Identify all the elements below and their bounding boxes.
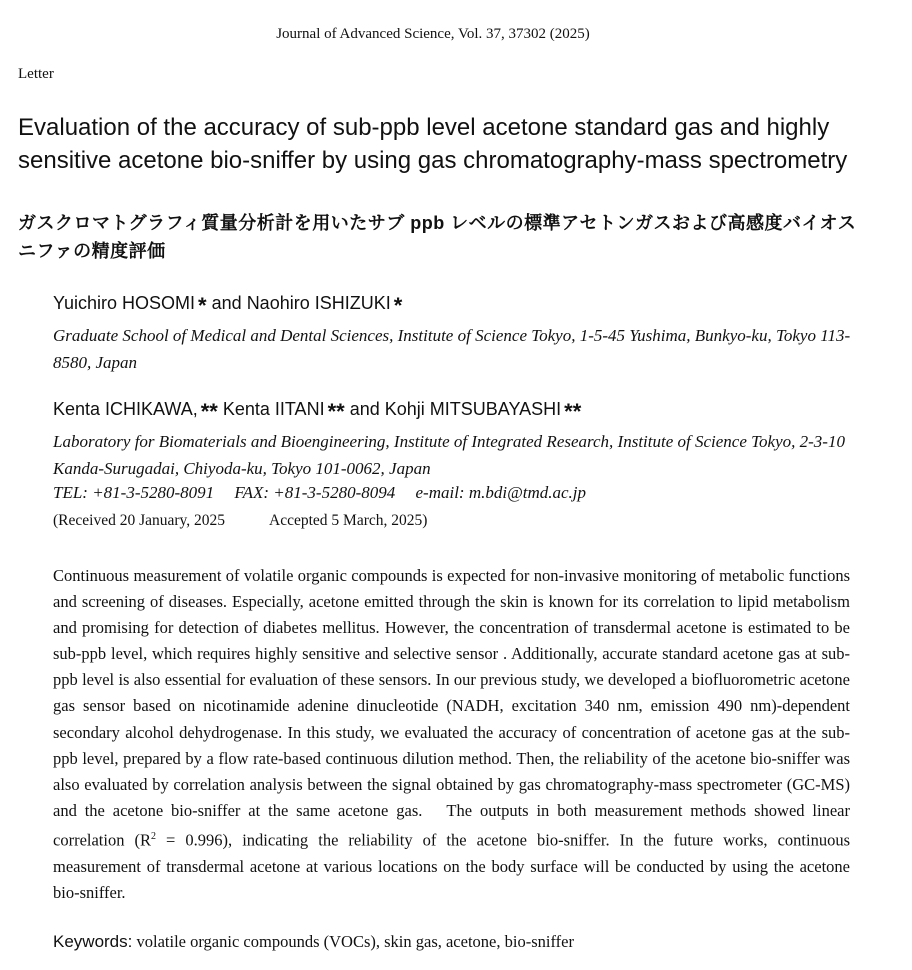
keywords-label: Keywords: [53, 932, 133, 951]
author-name: Kohji MITSUBAYASHI [384, 399, 562, 419]
affiliation-mark: ** [327, 399, 345, 424]
author-name: Kenta IITANI [222, 399, 325, 419]
title-japanese: ガスクロマトグラフィ質量分析計を用いたサブ ppb レベルの標準アセトンガスおよび高感度バイオスニファの精度評価 [18, 213, 857, 261]
author-list-2 [53, 399, 582, 424]
accepted-date: Accepted 5 March, 2025) [269, 512, 428, 529]
author-name: Naohiro ISHIZUKI [246, 293, 391, 313]
author-conjunction: and [211, 293, 242, 313]
author-name: Kenta ICHIKAWA, [53, 399, 198, 419]
received-date: (Received 20 January, 2025 [53, 512, 226, 529]
fax: FAX: +81-3-5280-8094 [234, 483, 396, 502]
author-name: Yuichiro HOSOMI [53, 293, 196, 313]
affiliation-mark: * [393, 293, 403, 318]
affiliation-mark: ** [564, 399, 582, 424]
dates [53, 512, 427, 530]
telephone: TEL: +81-3-5280-8091 [53, 483, 215, 502]
contact-info [53, 483, 602, 503]
affiliation-mark: ** [200, 399, 218, 424]
email-link[interactable]: e-mail: m.bdi@tmd.ac.jp [415, 483, 586, 502]
abstract-text: Continuous measurement of volatile organic compounds is expected for non-invasive monitoring of metabolic functions and screening of diseases. Especially, acetone emitted through the skin is known for its correlation to lipid metabolism and promising for detection of diabetes mellitus. However, the concentration of transdermal acetone is estimated to be sub-ppb level, which requires highly sensitive and selective sensor . Additionally, accurate standard acetone gas at sub-ppb level is also essential for evaluation of these sensors. In our previous study, we developed a biofluorometric acetone gas sensor based on nicotinamide adenine dinucleotide (NADH, excitation 340 nm, emission 490 nm)-dependent secondary alcohol dehydrogenase. In this study, we evaluated the accuracy of concentration of acetone gas at the sub-ppb level, prepared by a flow rate-based continuous dilution method. Then, the reliability of the acetone bio-sniffer was also evaluated by correlation analysis between the signal obtained by gas chromatography-mass spectrometer (GC-MS) and the acetone bio-sniffer at the same acetone gas. The outputs in both measurement methods showed linear correlation (R [53, 566, 850, 850]
affiliation-mark: * [198, 293, 207, 318]
abstract-text: = 0.996), indicating the reliability of the acetone bio-sniffer. In the future works, continuous measurement of transdermal acetone at various locations on the body surface will be conducted by using the acetone bio-sniffer. [53, 830, 850, 902]
journal-header: Journal of Advanced Science, Vol. 37, 37302 (2025) [276, 26, 590, 42]
author-list-1 [53, 293, 403, 318]
affiliation-2: Laboratory for Biomaterials and Bioengineering, Institute of Integrated Research, Institute of Science Tokyo, 2-3-10 Kanda-Surugadai, Chiyoda-ku, Tokyo 101-0062, Japan [53, 432, 845, 478]
article-type: Letter [18, 66, 54, 82]
keywords [53, 932, 574, 952]
title-english: Evaluation of the accuracy of sub-ppb level acetone standard gas and highly sensitive acetone bio-sniffer by using gas chromatography-mass spectrometry [18, 114, 848, 174]
abstract [53, 563, 850, 906]
affiliation-1: Graduate School of Medical and Dental Sciences, Institute of Science Tokyo, 1-5-45 Yushima, Bunkyo-ku, Tokyo 113-8580, Japan [53, 326, 851, 372]
superscript: 2 [151, 830, 157, 842]
keywords-text: volatile organic compounds (VOCs), skin gas, acetone, bio-sniffer [136, 932, 574, 951]
author-conjunction: and [349, 399, 380, 419]
